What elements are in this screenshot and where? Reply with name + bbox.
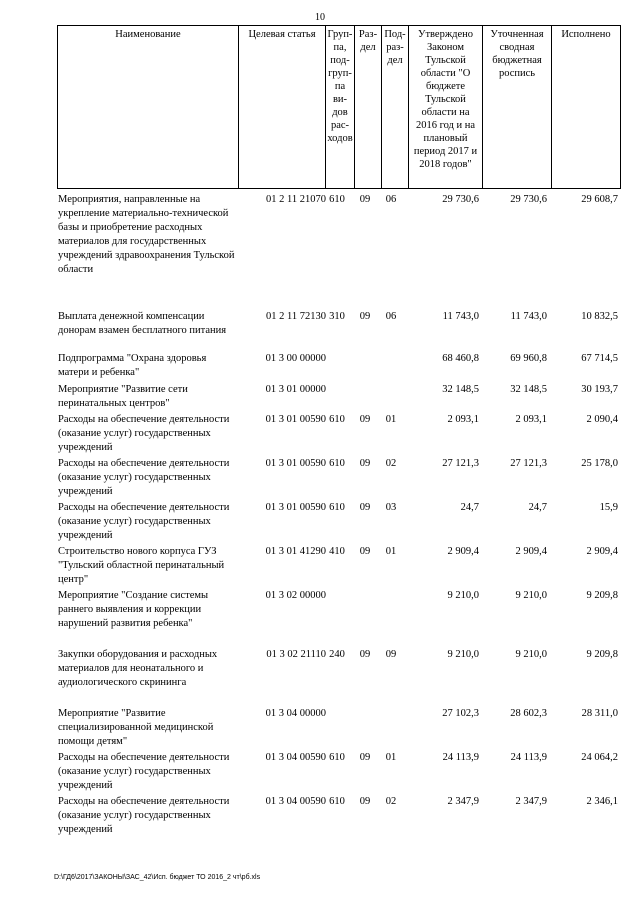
row-updated: 24 113,9 [510,752,547,763]
row-group: 610 [329,752,345,763]
file-path-footer: D:\ГД6\2017\ЗАКОНЫ\ЗАС_42\Исп. бюджет ТО 2016_2 чт\рб.xls [54,874,261,881]
row-approved: 9 210,0 [447,590,479,601]
row-podrazdel: 03 [385,502,397,513]
row-group: 610 [329,458,345,469]
row-podrazdel: 01 [385,414,397,425]
row-code: 01 3 01 00590 [265,458,326,469]
row-executed: 29 608,7 [581,194,618,205]
row-code: 01 3 04 00000 [265,708,326,719]
row-executed: 2 090,4 [586,414,618,425]
row-executed: 24 064,2 [581,752,618,763]
row-name: Подпрограмма "Охрана здоровья матери и ребенка" [58,353,207,378]
row-name: Мероприятие "Развитие сети перинатальных центров" [58,384,188,409]
header-code: Целевая статья [239,26,326,189]
row-executed: 28 311,0 [581,708,618,719]
row-updated: 9 210,0 [515,649,547,660]
row-name: Расходы на обеспечение деятельности (оказание услуг) государственных учреждений [58,752,230,791]
header-podrazdel: Под- раз- дел [382,26,409,189]
row-name: Выплата денежной компенсации донорам взамен бесплатного питания [58,311,227,336]
row-razdel: 09 [359,796,371,807]
row-updated: 2 347,9 [515,796,547,807]
row-name: Расходы на обеспечение деятельности (оказание услуг) государственных учреждений [58,796,230,835]
row-code: 01 3 01 41290 [265,546,326,557]
row-code: 01 3 00 00000 [265,353,326,364]
row-podrazdel: 09 [385,649,397,660]
row-razdel: 09 [359,546,371,557]
row-group: 610 [329,414,345,425]
row-code: 01 3 01 00590 [265,414,326,425]
row-group: 410 [329,546,345,557]
row-razdel: 09 [359,752,371,763]
header-name: Наименование [58,26,239,189]
row-updated: 32 148,5 [510,384,547,395]
row-approved: 27 102,3 [442,708,479,719]
row-podrazdel: 06 [385,311,397,322]
row-executed: 2 909,4 [586,546,618,557]
header-executed: Исполнено [552,26,621,189]
row-updated: 27 121,3 [510,458,547,469]
row-executed: 9 209,8 [586,649,618,660]
row-name: Расходы на обеспечение деятельности (оказание услуг) государственных учреждений [58,502,230,541]
row-group: 610 [329,502,345,513]
row-razdel: 09 [359,194,371,205]
row-approved: 2 093,1 [447,414,479,425]
row-podrazdel: 02 [385,796,397,807]
row-name: Расходы на обеспечение деятельности (оказание услуг) государственных учреждений [58,414,230,453]
row-executed: 10 832,5 [581,311,618,322]
row-approved: 11 743,0 [442,311,479,322]
row-updated: 28 602,3 [510,708,547,719]
row-executed: 67 714,5 [581,353,618,364]
header-updated: Уточненная сводная бюджетная роспись [483,26,552,189]
row-approved: 68 460,8 [442,353,479,364]
row-updated: 24,7 [528,502,547,513]
row-code: 01 2 11 21070 [266,194,326,205]
row-name: Строительство нового корпуса ГУЗ "Тульский областной перинатальный центр" [58,546,225,585]
row-approved: 2 909,4 [447,546,479,557]
row-updated: 2 909,4 [515,546,547,557]
row-group: 610 [329,194,345,205]
row-updated: 11 743,0 [510,311,547,322]
row-updated: 2 093,1 [515,414,547,425]
row-group: 240 [329,649,345,660]
row-code: 01 2 11 72130 [266,311,326,322]
row-code: 01 3 02 00000 [265,590,326,601]
row-executed: 2 346,1 [586,796,618,807]
row-executed: 15,9 [599,502,618,513]
header-razdel: Раз- дел [355,26,382,189]
row-updated: 69 960,8 [510,353,547,364]
header-group: Груп- па, под- груп- па ви- дов рас- ходов [326,26,355,189]
row-approved: 24 113,9 [442,752,479,763]
header-approved: Утверждено Законом Тульской области "О бюджете Тульской области на 2016 год и на плановый период 2017 и 2018 годов" [409,26,483,189]
row-razdel: 09 [359,502,371,513]
row-executed: 25 178,0 [581,458,618,469]
row-group: 610 [329,796,345,807]
row-podrazdel: 01 [385,752,397,763]
row-approved: 32 148,5 [442,384,479,395]
row-approved: 9 210,0 [447,649,479,660]
row-executed: 9 209,8 [586,590,618,601]
row-updated: 9 210,0 [515,590,547,601]
row-code: 01 3 01 00000 [265,384,326,395]
row-name: Мероприятия, направленные на укрепление материально-технической базы и приобретение расходных материалов для государственных учреждений здравоохранения Тульской области [58,194,235,275]
row-name: Закупки оборудования и расходных материалов для неонатального и аудиологического скрининга [58,649,218,688]
row-name: Мероприятие "Создание системы раннего выявления и коррекции нарушений развития ребенка" [58,590,209,629]
row-code: 01 3 04 00590 [265,752,326,763]
row-name: Мероприятие "Развитие специализированной медицинской помощи детям" [58,708,214,747]
row-podrazdel: 02 [385,458,397,469]
row-razdel: 09 [359,414,371,425]
table-header [57,25,621,189]
row-name: Расходы на обеспечение деятельности (оказание услуг) государственных учреждений [58,458,230,497]
row-code: 01 3 02 21110 [266,649,326,660]
row-podrazdel: 01 [385,546,397,557]
row-approved: 2 347,9 [447,796,479,807]
row-razdel: 09 [359,649,371,660]
row-podrazdel: 06 [385,194,397,205]
page-number: 10 [315,12,325,23]
row-razdel: 09 [359,458,371,469]
row-executed: 30 193,7 [581,384,618,395]
row-approved: 29 730,6 [442,194,479,205]
row-approved: 27 121,3 [442,458,479,469]
row-approved: 24,7 [460,502,479,513]
row-razdel: 09 [359,311,371,322]
row-updated: 29 730,6 [510,194,547,205]
row-code: 01 3 04 00590 [265,796,326,807]
row-group: 310 [329,311,345,322]
row-code: 01 3 01 00590 [265,502,326,513]
